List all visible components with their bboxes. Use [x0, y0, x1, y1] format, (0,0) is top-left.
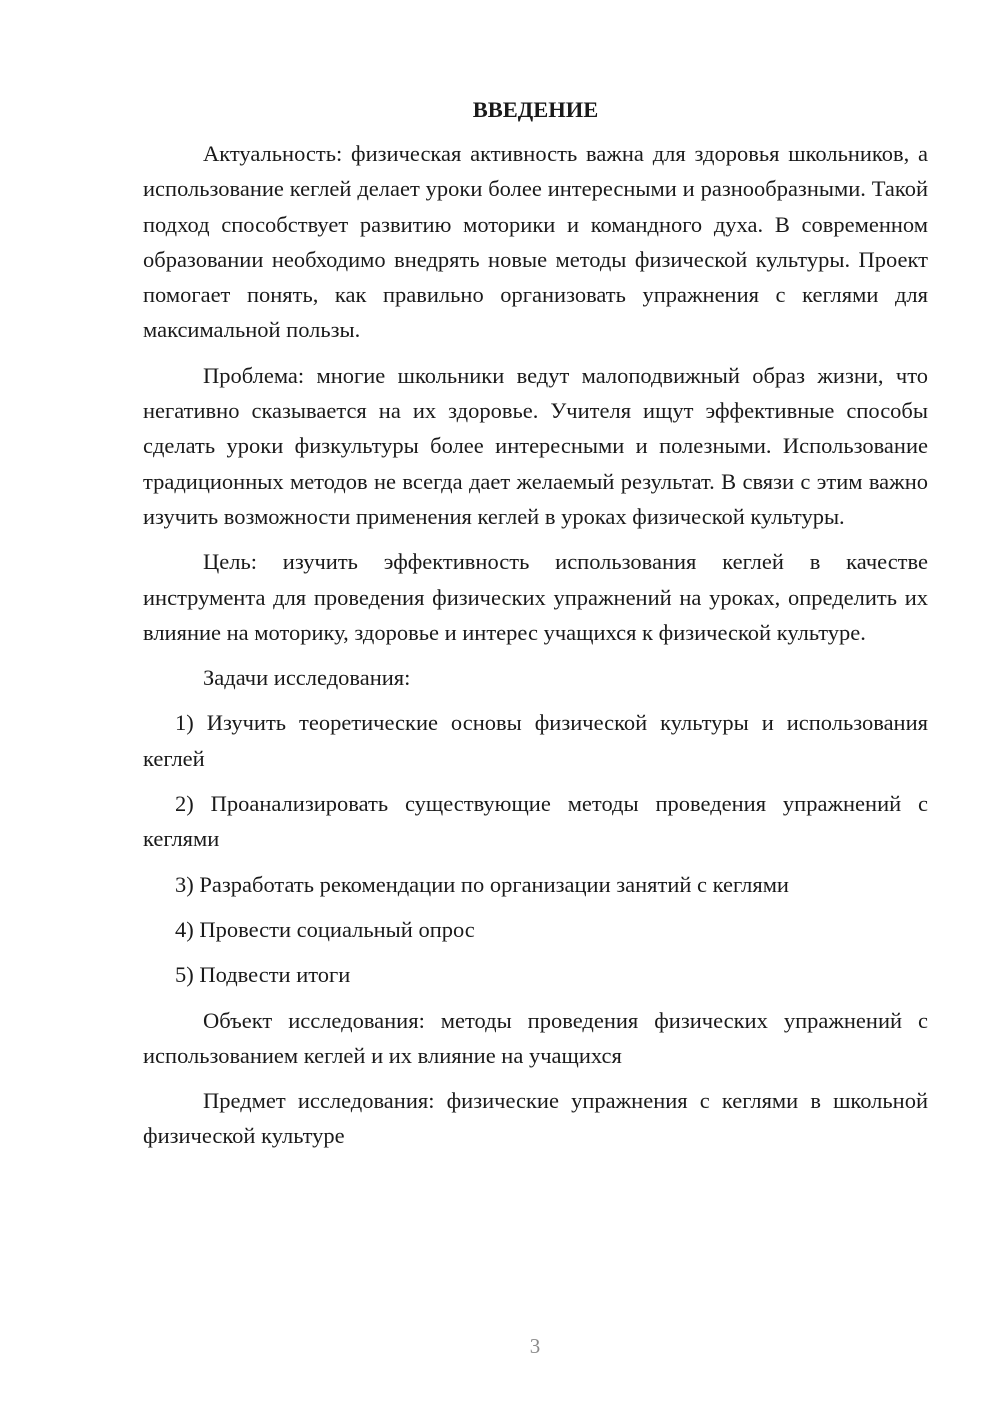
page-content [143, 92, 928, 1164]
tasks-heading: Задачи исследования: [203, 665, 411, 691]
task-item-5: 5) Подвести итоги [175, 962, 351, 988]
task-item-2: 2) Проанализировать существующие методы проведения упражнений с кеглями [143, 791, 928, 852]
page-number: 3 [529, 1334, 541, 1358]
task-item-1: 1) Изучить теоретические основы физической культуры и использования кеглей [143, 710, 928, 771]
paragraph-problem: Проблема: многие школьники ведут малоподвижный образ жизни, что негативно сказывается на их здоровье. Учителя ищут эффективные способы сделать уроки физкультуры более интересными и полезными. Использование традиционных методов не всегда дает желаемый результат. В связи с этим важно изучить возможности применения кеглей в уроках физической культуры. [143, 362, 928, 529]
paragraph-subject: Предмет исследования: физические упражнения с кеглями в школьной физической культуре [143, 1088, 928, 1149]
task-item-4: 4) Провести социальный опрос [175, 916, 475, 942]
task-item-3: 3) Разработать рекомендации по организации занятий с кеглями [175, 871, 789, 897]
paragraph-relevance: Актуальность: физическая активность важна для здоровья школьников, а использование кеглей делает уроки более интересными и разнообразными. Такой подход способствует развитию моторики и командного духа. В современном образовании необходимо внедрять новые методы физической культуры. Проект помогает понять, как правильно организовать упражнения с кеглями для максимальной пользы. [143, 141, 928, 343]
paragraph-goal: Цель: изучить эффективность использования кеглей в качестве инструмента для проведения физических упражнений на уроках, определить их влияние на моторику, здоровье и интерес учащихся к физической культуре. [143, 549, 928, 645]
paragraph-object: Объект исследования: методы проведения физических упражнений с использованием кеглей и их влияние на учащихся [143, 1007, 928, 1068]
section-heading: ВВЕДЕНИЕ [472, 97, 599, 122]
